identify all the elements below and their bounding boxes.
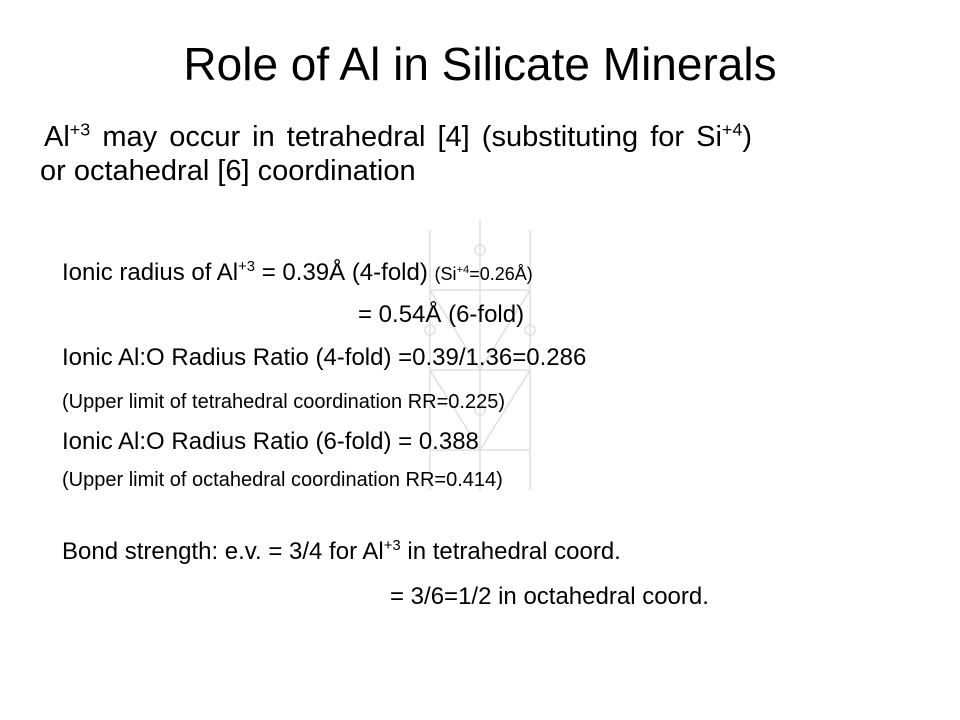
radius-ratio-6-fold: Ionic Al:O Radius Ratio (6-fold) = 0.388 [62, 428, 479, 455]
superscript: +3 [238, 259, 256, 275]
bond-strength-prefix: Bond strength: e.v. = 3/4 for Al [62, 538, 384, 565]
slide-title: Role of Al in Silicate Minerals [183, 38, 777, 90]
intro-text: may occur in tetrahedral [4] (substituting for Si [90, 121, 722, 153]
bond-strength-octahedral: = 3/6=1/2 in octahedral coord. [390, 583, 709, 610]
ionic-radius-value: = 0.39Å (4-fold) [255, 259, 435, 286]
intro-line-2: or octahedral [6] coordination [40, 155, 416, 187]
superscript: +3 [383, 538, 401, 554]
si-radius-aside [435, 264, 533, 284]
intro-text: Al [44, 121, 70, 153]
tetrahedral-limit-note: (Upper limit of tetrahedral coordination RR=0.225) [62, 391, 505, 413]
superscript: +4 [721, 119, 743, 140]
bond-strength-line [62, 537, 621, 567]
si-aside-text: =0.26Å) [469, 264, 533, 284]
intro-paragraph [40, 119, 944, 188]
radius-ratio-4-fold: Ionic Al:O Radius Ratio (4-fold) =0.39/1.36=0.286 [62, 344, 587, 371]
intro-text: ) [742, 121, 753, 153]
intro-line-1 [44, 120, 944, 154]
bond-strength-suffix: in tetrahedral coord. [400, 538, 621, 565]
si-aside-text: (Si [434, 264, 457, 284]
superscript: +3 [69, 119, 91, 140]
ionic-radius-line [62, 258, 533, 289]
ionic-radius-prefix: Ionic radius of Al [62, 259, 239, 286]
superscript: +4 [456, 264, 470, 276]
six-fold-radius-line: = 0.54Å (6-fold) [358, 301, 525, 328]
octahedral-limit-note: (Upper limit of octahedral coordination RR=0.414) [62, 469, 503, 491]
